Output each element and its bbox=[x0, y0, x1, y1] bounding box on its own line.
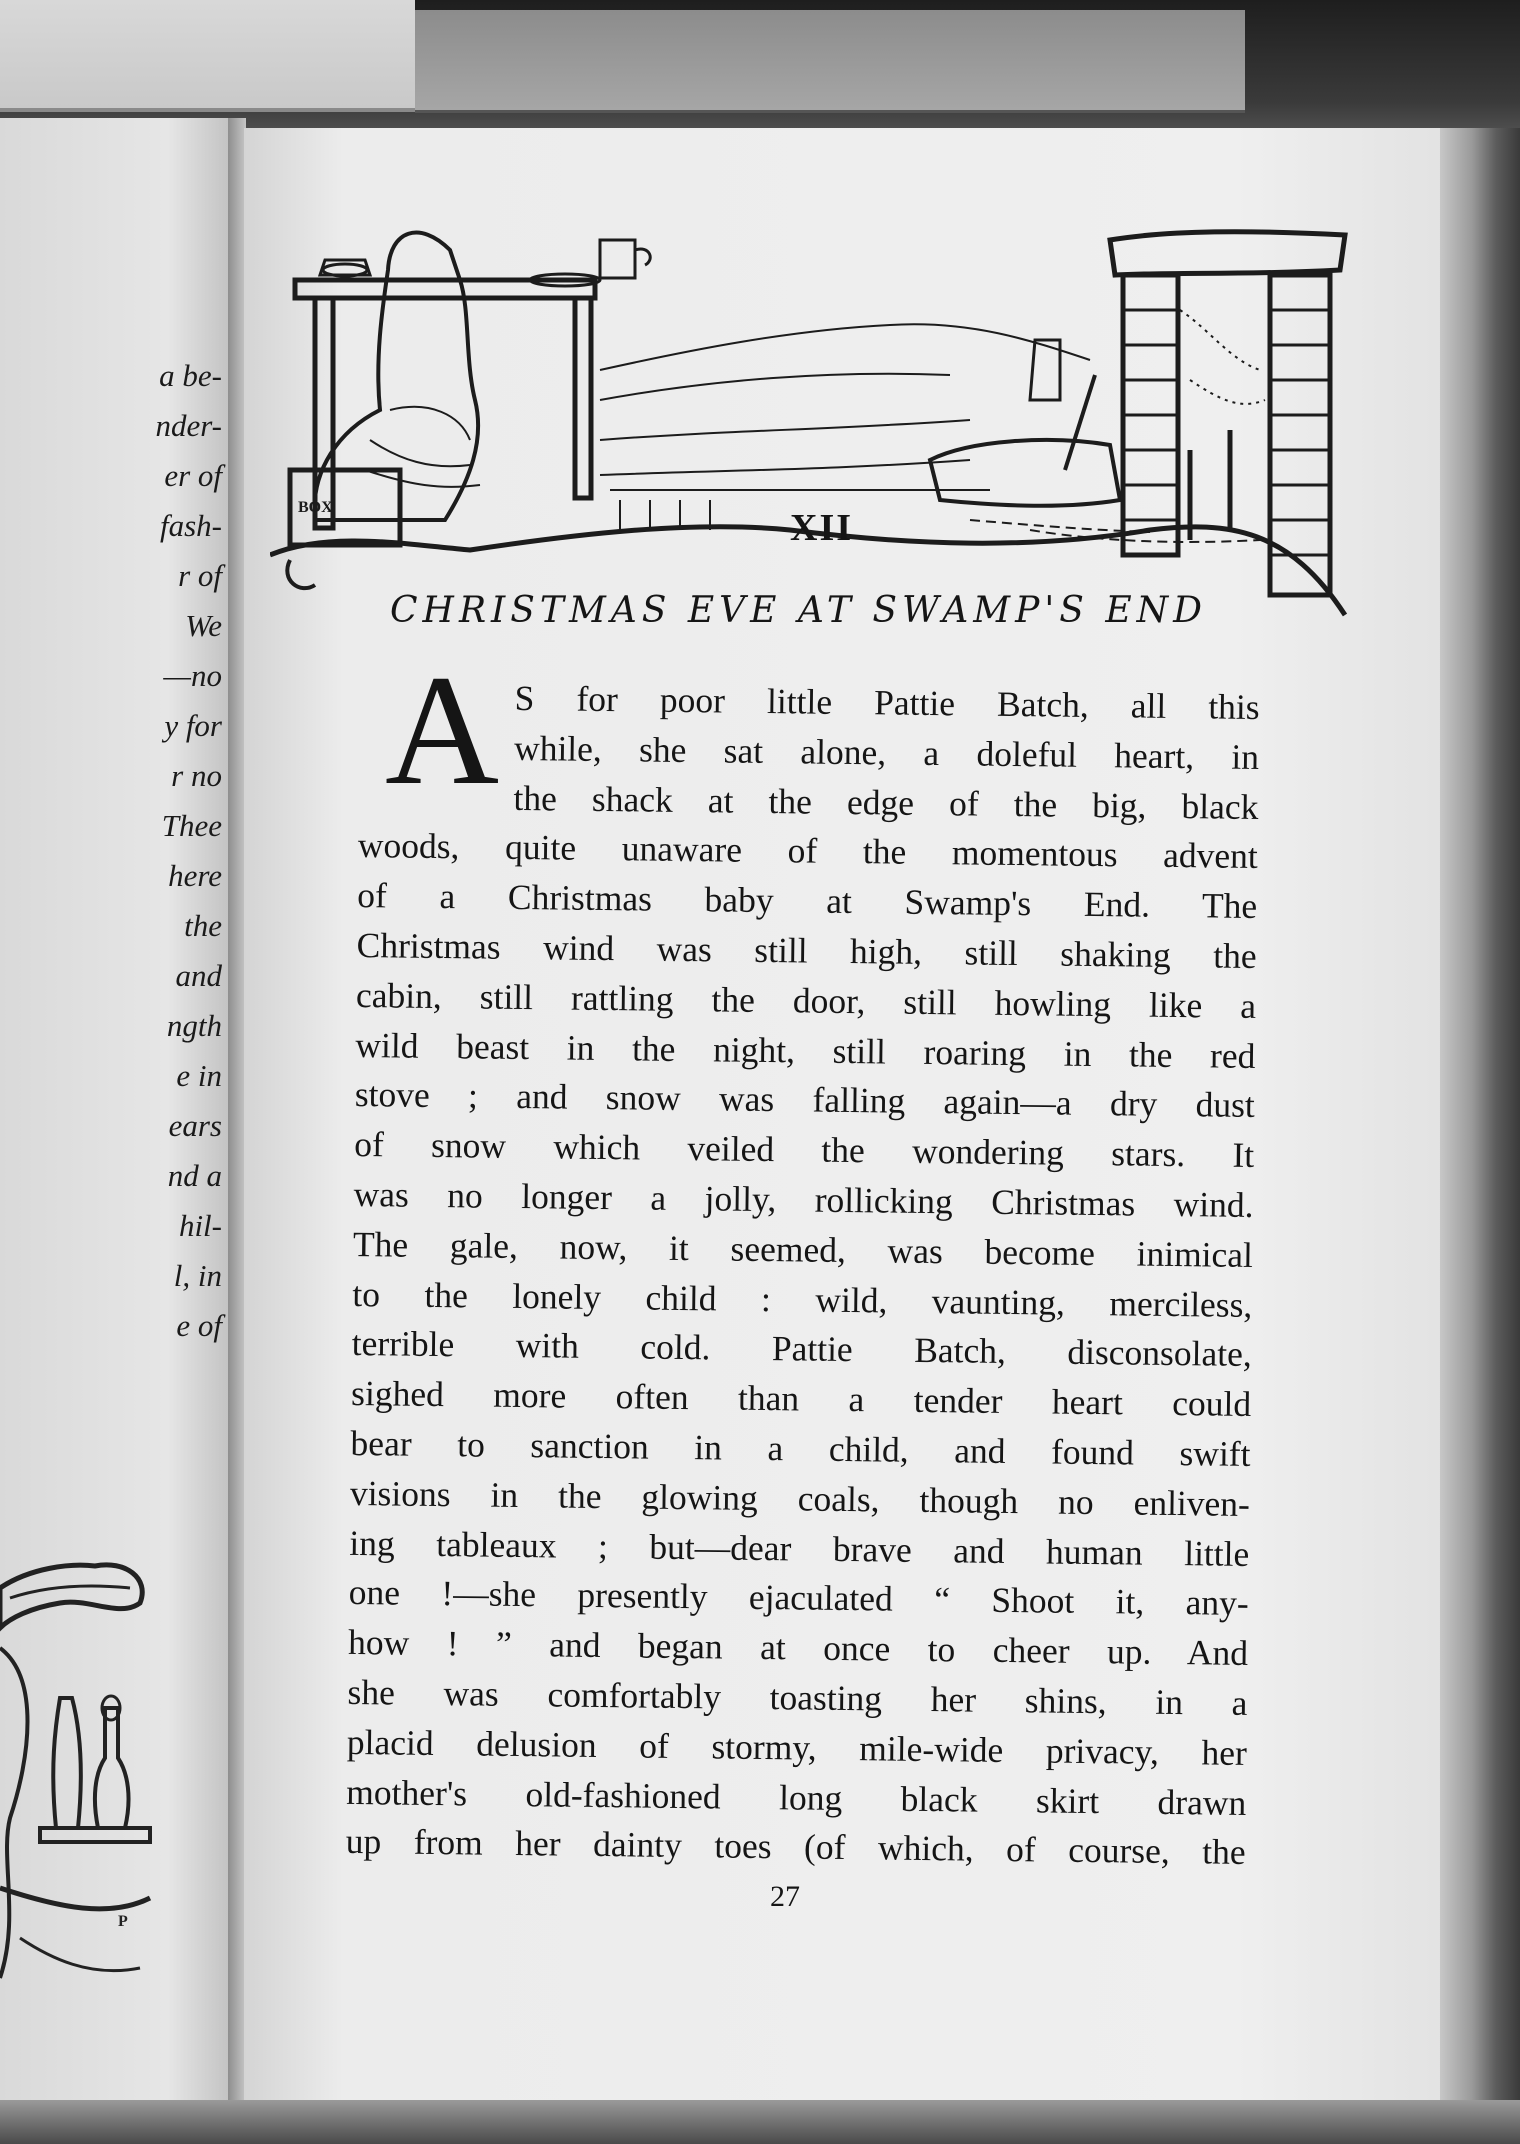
left-page-fragment: ngth bbox=[166, 1008, 222, 1043]
book-right-edge bbox=[1440, 128, 1520, 2144]
text-line: to the lonely child : wild, vaunting, merciless, bbox=[352, 1273, 1253, 1325]
drop-cap: A bbox=[385, 643, 500, 818]
left-page-fragment: r no bbox=[171, 758, 222, 793]
text-line: terrible with cold. Pattie Batch, disconsolate, bbox=[351, 1323, 1252, 1375]
illustrator-mark: P bbox=[118, 1913, 128, 1930]
book-edge-top-left bbox=[0, 0, 415, 112]
text-line: wild beast in the night, still roaring in the red bbox=[355, 1024, 1256, 1076]
left-page-fragment: hil- bbox=[178, 1208, 222, 1243]
text-line: sighed more often than a tender heart could bbox=[350, 1373, 1252, 1425]
text-line: stove ; and snow was falling again—a dry dust bbox=[354, 1074, 1256, 1126]
text-line: one !—she presently ejaculated “ Shoot it, any- bbox=[348, 1572, 1249, 1624]
text-line: bear to sanction in a child, and found swift bbox=[350, 1422, 1251, 1474]
text-line: Christmas wind was still high, still shaking the bbox=[356, 924, 1257, 976]
left-page-fragment: e of bbox=[176, 1308, 222, 1343]
book-bottom-edge bbox=[0, 2100, 1520, 2144]
left-page-fragment: —no bbox=[163, 658, 222, 693]
text-line: the shack at the edge of the big, black bbox=[513, 777, 1259, 827]
left-page-fragment: er of bbox=[164, 458, 222, 493]
chapter-body-text bbox=[345, 672, 1260, 1878]
left-page-fragment: and bbox=[175, 958, 222, 993]
left-page-fragment: a be- bbox=[159, 358, 222, 393]
chapter-title: CHRISTMAS EVE AT SWAMP'S END bbox=[390, 590, 1207, 631]
text-line: she was comfortably toasting her shins, in a bbox=[347, 1671, 1248, 1723]
left-page-fragment: here bbox=[168, 858, 222, 893]
text-line: was no longer a jolly, rollicking Christmas wind. bbox=[353, 1173, 1254, 1225]
text-line: of a Christmas baby at Swamp's End. The bbox=[357, 875, 1258, 927]
crate-label: BOX bbox=[298, 499, 333, 516]
left-page-fragment: y for bbox=[164, 708, 222, 743]
text-line: visions in the glowing coals, though no enliven- bbox=[349, 1472, 1251, 1524]
text-line: woods, quite unaware of the momentous advent bbox=[357, 825, 1259, 877]
left-page-fragment: We bbox=[185, 608, 222, 643]
text-line: cabin, still rattling the door, still howling like a bbox=[355, 974, 1257, 1026]
chapter-number: XII bbox=[790, 507, 854, 549]
page-number: 27 bbox=[770, 1880, 800, 1913]
text-line: of snow which veiled the wondering stars. It bbox=[353, 1124, 1255, 1176]
text-line: up from her dainty toes (of which, of course, the bbox=[345, 1821, 1246, 1873]
text-line: how ! ” and began at once to cheer up. And bbox=[347, 1622, 1249, 1674]
left-page-fragment: e in bbox=[176, 1058, 222, 1093]
left-page-fragment: fash- bbox=[160, 508, 222, 543]
left-page-fragment: l, in bbox=[173, 1258, 222, 1293]
left-page bbox=[0, 118, 240, 2108]
left-page-fragment: nd a bbox=[167, 1158, 222, 1193]
left-page-fragment: nder- bbox=[155, 408, 222, 443]
text-line: The gale, now, it seemed, was become inimical bbox=[352, 1223, 1254, 1275]
text-line: placid delusion of stormy, mile-wide privacy, her bbox=[346, 1721, 1248, 1773]
left-page-fragment: r of bbox=[178, 558, 222, 593]
text-line: mother's old-fashioned long black skirt drawn bbox=[346, 1771, 1247, 1823]
chapter-headpiece-illustration bbox=[270, 200, 1360, 630]
left-page-fragment: the bbox=[184, 908, 222, 943]
book-edge-top-right bbox=[415, 10, 1245, 113]
text-line: S for poor little Pattie Batch, all this bbox=[514, 677, 1260, 727]
text-line: ing tableaux ; but—dear brave and human little bbox=[349, 1522, 1250, 1574]
left-page-illustration bbox=[0, 1558, 160, 2028]
text-line: while, she sat alone, a doleful heart, in bbox=[513, 727, 1260, 777]
left-page-fragment: ears bbox=[168, 1108, 222, 1143]
left-page-fragment: Thee bbox=[161, 808, 222, 843]
